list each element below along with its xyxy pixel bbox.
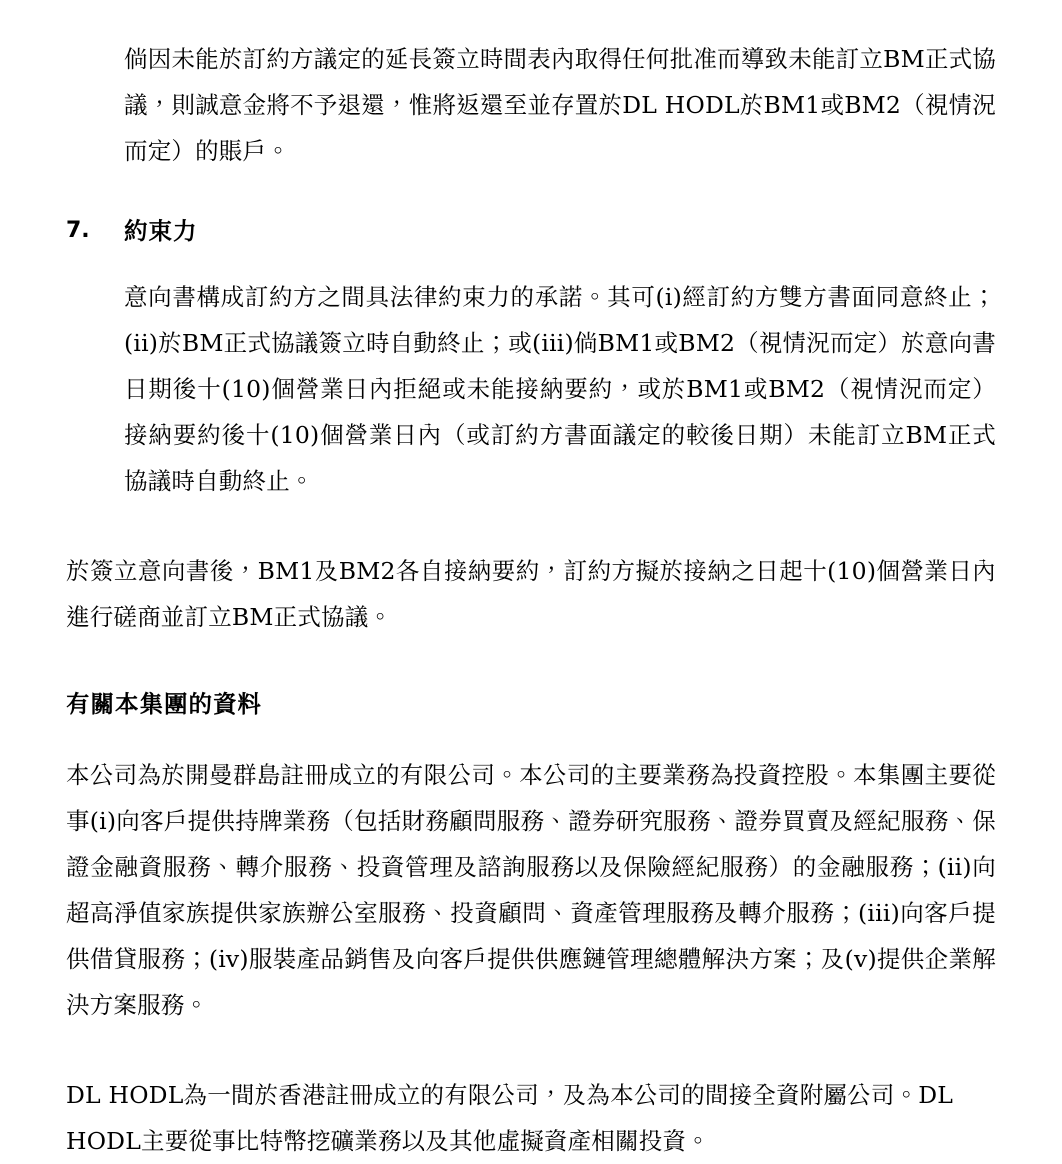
paragraph-binding-effect-body: 意向書構成訂約方之間具法律約束力的承諾。其可(i)經訂約方雙方書面同意終止；(ii)於BM正式協議簽立時自動終止；或(iii)倘BM1或BM2（視情況而定）於意向書日期後十(10)個營業日內拒絕或未能接納要約，或於BM1或BM2（視情況而定）接納要約後十(10)個營業日內（或訂約方書面議定的較後日期）未能訂立BM正式協議時自動終止。 [124, 283, 996, 495]
section-number: 7. [66, 218, 90, 243]
paragraph-after-section: 於簽立意向書後，BM1及BM2各自接納要約，訂約方擬於接納之日起十(10)個營業日內進行磋商並訂立BM正式協議。 [66, 557, 996, 631]
heading-group-information: 有關本集團的資料 [66, 690, 262, 718]
paragraph-deposit-refund: 倘因未能於訂約方議定的延長簽立時間表內取得任何批准而導致未能訂立BM正式協議，則誠意金將不予退還，惟將返還至並存置於DL HODL於BM1或BM2（視情況而定）的賬戶。 [124, 45, 996, 165]
paragraph-company-business: 本公司為於開曼群島註冊成立的有限公司。本公司的主要業務為投資控股。本集團主要從事(i)向客戶提供持牌業務（包括財務顧問服務、證券研究服務、證券買賣及經紀服務、保證金融資服務、轉介服務、投資管理及諮詢服務以及保險經紀服務）的金融服務；(ii)向超高淨值家族提供家族辦公室服務、投資顧問、資產管理服務及轉介服務；(iii)向客戶提供借貸服務；(iv)服裝產品銷售及向客戶提供供應鏈管理總體解決方案；及(v)提供企業解決方案服務。 [66, 761, 996, 1019]
section-heading-binding-effect [66, 214, 996, 248]
section-title: 約束力 [124, 217, 198, 245]
paragraph-dl-hodl: DL HODL為一間於香港註冊成立的有限公司，及為本公司的間接全資附屬公司。DL HODL主要從事比特幣挖礦業務以及其他虛擬資產相關投資。 [66, 1081, 954, 1155]
